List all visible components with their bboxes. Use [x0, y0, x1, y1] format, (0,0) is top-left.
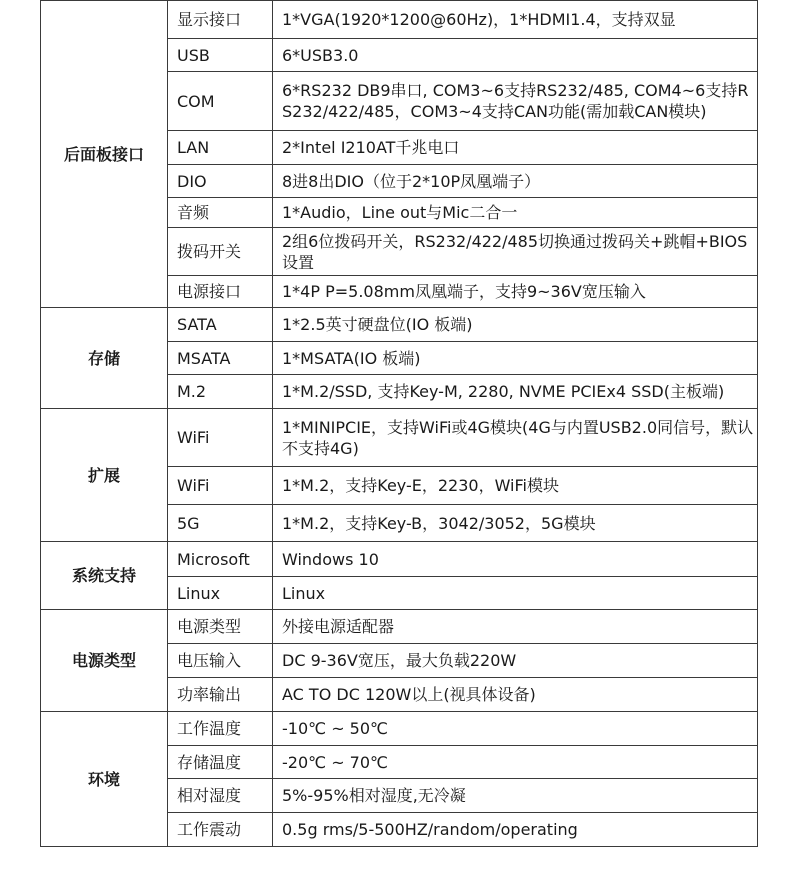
spec-table-body: [41, 1, 758, 847]
spec-value: 1*M.2，支持Key-B，3042/3052，5G模块: [273, 505, 758, 542]
spec-key: 功率输出: [168, 678, 273, 712]
spec-value: 1*MINIPCIE，支持WiFi或4G模块(4G与内置USB2.0同信号，默认不支持4G): [273, 409, 758, 467]
spec-key: 电压输入: [168, 644, 273, 678]
spec-value: 1*VGA(1920*1200@60Hz)，1*HDMI1.4，支持双显: [273, 1, 758, 39]
spec-row: [41, 610, 758, 644]
category-label: 后面板接口: [41, 1, 168, 308]
spec-key: LAN: [168, 131, 273, 165]
spec-key: M.2: [168, 375, 273, 409]
spec-key: COM: [168, 72, 273, 131]
category-label: 环境: [41, 712, 168, 847]
spec-value: 5%-95%相对湿度,无冷凝: [273, 779, 758, 813]
spec-value: -10℃ ~ 50℃: [273, 712, 758, 746]
spec-key: 电源类型: [168, 610, 273, 644]
spec-value: 1*MSATA(IO 板端): [273, 342, 758, 375]
category-label: 电源类型: [41, 610, 168, 712]
spec-key: MSATA: [168, 342, 273, 375]
spec-key: 存储温度: [168, 746, 273, 779]
spec-value: AC TO DC 120W以上(视具体设备): [273, 678, 758, 712]
category-label: 存储: [41, 308, 168, 409]
spec-value: 1*2.5英寸硬盘位(IO 板端): [273, 308, 758, 342]
spec-table: [40, 0, 758, 847]
spec-value: 1*4P P=5.08mm凤凰端子，支持9~36V宽压输入: [273, 276, 758, 308]
spec-value: 2组6位拨码开关，RS232/422/485切换通过拨码关+跳帽+BIOS设置: [273, 228, 758, 276]
spec-key: DIO: [168, 165, 273, 198]
spec-key: Linux: [168, 577, 273, 610]
spec-value: -20℃ ~ 70℃: [273, 746, 758, 779]
spec-row: [41, 308, 758, 342]
spec-value: Windows 10: [273, 542, 758, 577]
spec-row: [41, 542, 758, 577]
spec-key: 电源接口: [168, 276, 273, 308]
spec-key: 5G: [168, 505, 273, 542]
spec-key: Microsoft: [168, 542, 273, 577]
spec-row: [41, 1, 758, 39]
spec-key: 工作震动: [168, 813, 273, 847]
spec-key: WiFi: [168, 409, 273, 467]
spec-value: Linux: [273, 577, 758, 610]
spec-value: 1*Audio，Line out与Mic二合一: [273, 198, 758, 228]
spec-row: [41, 409, 758, 467]
spec-key: 拨码开关: [168, 228, 273, 276]
spec-value: 外接电源适配器: [273, 610, 758, 644]
spec-value: 1*M.2，支持Key-E，2230，WiFi模块: [273, 467, 758, 505]
category-label: 扩展: [41, 409, 168, 542]
category-label: 系统支持: [41, 542, 168, 610]
spec-value: 6*RS232 DB9串口, COM3~6支持RS232/485, COM4~6支持RS232/422/485，COM3~4支持CAN功能(需加载CAN模块): [273, 72, 758, 131]
spec-value: 6*USB3.0: [273, 39, 758, 72]
spec-value: DC 9-36V宽压，最大负载220W: [273, 644, 758, 678]
spec-value: 1*M.2/SSD, 支持Key-M, 2280, NVME PCIEx4 SSD(主板端): [273, 375, 758, 409]
spec-value: 2*Intel I210AT千兆电口: [273, 131, 758, 165]
spec-key: 音频: [168, 198, 273, 228]
spec-key: USB: [168, 39, 273, 72]
spec-key: 工作温度: [168, 712, 273, 746]
spec-value: 0.5g rms/5-500HZ/random/operating: [273, 813, 758, 847]
spec-row: [41, 712, 758, 746]
spec-key: 显示接口: [168, 1, 273, 39]
spec-key: WiFi: [168, 467, 273, 505]
spec-key: 相对湿度: [168, 779, 273, 813]
spec-value: 8进8出DIO（位于2*10P凤凰端子）: [273, 165, 758, 198]
spec-key: SATA: [168, 308, 273, 342]
